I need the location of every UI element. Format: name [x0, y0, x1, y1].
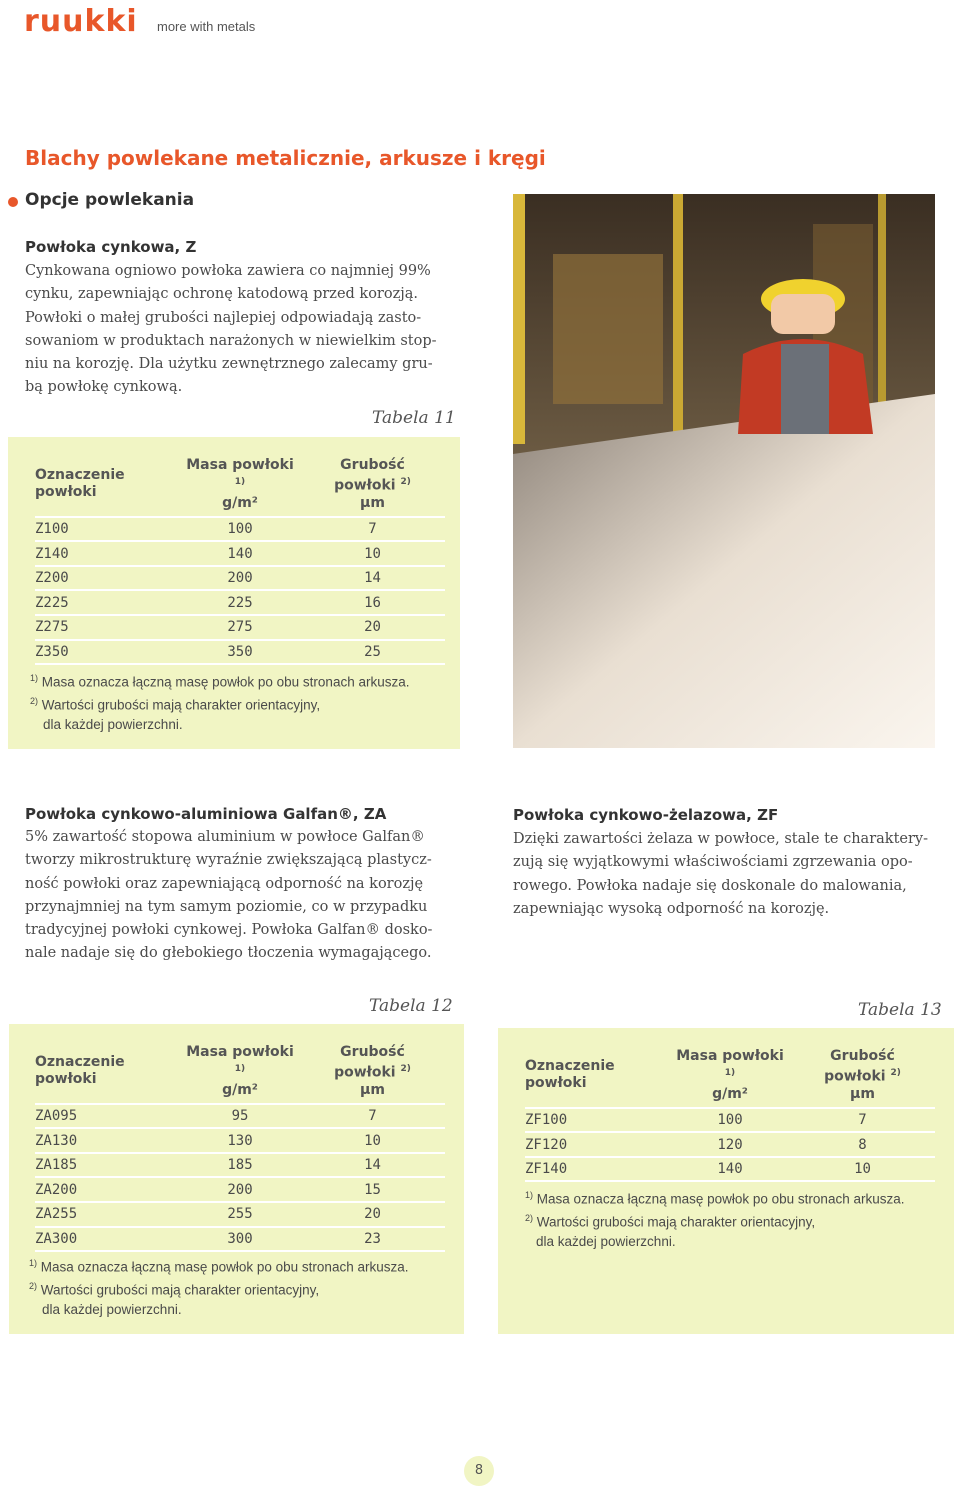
table-row [35, 615, 445, 640]
cell-designation: Z200 [35, 566, 180, 591]
table12-notes [29, 1254, 408, 1320]
table11 [35, 453, 445, 665]
table-row [35, 1202, 445, 1227]
table-row [35, 517, 445, 542]
footnote-text: Wartości grubości mają charakter orientacyjny, [40, 1282, 320, 1298]
cell-mass: 140 [670, 1157, 790, 1182]
galfan-line: nale nadaje się do głebokiego tłoczenia wymagającego. [25, 945, 432, 962]
header-unit: g/m² [712, 1085, 748, 1102]
table-row [35, 1128, 445, 1153]
header-designation [525, 1044, 670, 1108]
table11-notes [30, 669, 409, 735]
header-thickness [300, 1040, 445, 1104]
zinc-line: bą powłokę cynkową. [25, 379, 183, 396]
cell-mass: 350 [180, 640, 300, 665]
zinc-heading: Powłoka cynkowa, Z [25, 238, 197, 256]
cell-mass: 95 [180, 1104, 300, 1129]
header-thickness [300, 453, 445, 517]
footnote-mark: 2) [30, 696, 39, 706]
cell-designation: Z275 [35, 615, 180, 640]
footnote-mark: 2) [400, 1064, 411, 1074]
table13 [525, 1044, 935, 1182]
worker-steel-sheet-photo [513, 194, 935, 748]
table-header-row [35, 453, 445, 517]
header-thickness [790, 1044, 935, 1108]
cell-thickness: 7 [790, 1108, 935, 1133]
zinc-line: Cynkowana ogniowo powłoka zawiera co najmniej 99% [25, 263, 431, 279]
table12-box [9, 1024, 464, 1334]
cell-designation: ZA185 [35, 1153, 180, 1178]
footnote-mark: 1) [724, 1068, 736, 1078]
footnote-mark: 2) [400, 477, 411, 487]
footnote-text: Masa oznacza łączną masę powłok po obu stronach arkusza. [41, 674, 410, 690]
header-mass [180, 453, 300, 517]
cell-designation: ZF100 [525, 1108, 670, 1133]
header-designation [35, 453, 180, 517]
table-row [525, 1108, 935, 1133]
header-text: Masa powłoki [186, 457, 294, 473]
zf-line: zują się wyjątkowymi właściwościami zgrzewania opo- [513, 854, 913, 871]
galfan-line: przynajmniej na tym samym poziomie, co w przypadku [25, 898, 428, 915]
cell-mass: 255 [180, 1202, 300, 1227]
header-mass [670, 1044, 790, 1108]
table13-caption: Tabela 13 [858, 1000, 942, 1020]
cell-mass: 100 [670, 1108, 790, 1133]
footnote-2 [525, 1209, 904, 1232]
header-text: powłoki [334, 477, 396, 494]
cell-mass: 200 [180, 566, 300, 591]
cell-mass: 140 [180, 541, 300, 566]
footnote-mark: 2) [890, 1068, 901, 1078]
footnote-text: Masa oznacza łączną masę powłok po obu stronach arkusza. [536, 1191, 905, 1207]
galfan-line: ność powłoki oraz zapewniającą odporność na korozję [25, 875, 424, 892]
cell-mass: 300 [180, 1227, 300, 1252]
table11-box [8, 437, 460, 749]
cell-designation: ZA300 [35, 1227, 180, 1252]
cell-thickness: 7 [300, 517, 445, 542]
footnote-mark: 1) [30, 673, 39, 683]
table-row [35, 541, 445, 566]
table-row [35, 1153, 445, 1178]
cell-mass: 275 [180, 615, 300, 640]
cell-thickness: 25 [300, 640, 445, 665]
zf-paragraph [513, 828, 938, 921]
header-text: Grubość [340, 1044, 405, 1060]
table-header-row [525, 1044, 935, 1108]
page-number: 8 [464, 1456, 494, 1486]
header-text: Grubość [340, 457, 405, 473]
zf-line: Dzięki zawartości żelaza w powłoce, stale te charaktery- [513, 831, 928, 847]
table-row [525, 1132, 935, 1157]
cell-thickness: 10 [790, 1157, 935, 1182]
header-unit: µm [360, 494, 385, 511]
header-text: Masa powłoki [186, 1044, 294, 1060]
cell-thickness: 8 [790, 1132, 935, 1157]
galfan-line: tworzy mikrostrukturę wyraźnie zwiększającą plastycz- [25, 852, 432, 869]
cell-thickness: 7 [300, 1104, 445, 1129]
cell-thickness: 15 [300, 1177, 445, 1202]
ruukki-logo: ruukki [24, 4, 138, 39]
table-row [35, 590, 445, 615]
footnote-2 [29, 1277, 408, 1300]
header-text: Oznaczenie powłoki [525, 1058, 615, 1092]
footnote-mark: 1) [29, 1258, 38, 1268]
header-unit: µm [360, 1081, 385, 1098]
galfan-paragraph [25, 826, 450, 966]
zf-line: zapewniając wysoką odporność na korozję. [513, 900, 830, 917]
zinc-line: sowaniom w produktach narażonych w niewielkim stop- [25, 332, 437, 349]
cell-designation: ZA200 [35, 1177, 180, 1202]
zf-heading: Powłoka cynkowo-żelazowa, ZF [513, 806, 779, 824]
cell-designation: ZF140 [525, 1157, 670, 1182]
tagline: more with metals [157, 19, 256, 34]
cell-designation: Z225 [35, 590, 180, 615]
footnote-1 [29, 1254, 408, 1277]
footnote-mark: 1) [234, 1064, 246, 1074]
galfan-line: 5% zawartość stopowa aluminium w powłoce Galfan® [25, 829, 425, 845]
cell-thickness: 14 [300, 566, 445, 591]
footnote-1 [30, 669, 409, 692]
zinc-line: niu na korozję. Dla użytku zewnętrznego zalecamy gru- [25, 356, 433, 373]
footnote-mark: 1) [525, 1190, 534, 1200]
cell-thickness: 16 [300, 590, 445, 615]
zf-line: rowego. Powłoka nadaje się doskonale do malowania, [513, 877, 907, 894]
footnote-2 [30, 692, 409, 715]
table-row [35, 1104, 445, 1129]
footnote-text: Wartości grubości mają charakter orientacyjny, [536, 1214, 816, 1230]
table11-caption: Tabela 11 [372, 408, 456, 428]
table13-box [498, 1028, 954, 1334]
header-text: Oznaczenie powłoki [35, 1054, 125, 1088]
table-row [525, 1157, 935, 1182]
section-title: Opcje powlekania [25, 190, 195, 210]
cell-thickness: 20 [300, 1202, 445, 1227]
cell-designation: Z100 [35, 517, 180, 542]
cell-thickness: 10 [300, 1128, 445, 1153]
cell-thickness: 14 [300, 1153, 445, 1178]
header-mass [180, 1040, 300, 1104]
cell-designation: Z140 [35, 541, 180, 566]
cell-mass: 185 [180, 1153, 300, 1178]
zinc-paragraph [25, 260, 465, 400]
page-title: Blachy powlekane metalicznie, arkusze i kręgi [25, 146, 546, 170]
galfan-heading: Powłoka cynkowo-aluminiowa Galfan®, ZA [25, 805, 387, 823]
cell-mass: 225 [180, 590, 300, 615]
bullet-icon [8, 197, 18, 207]
header-text: Grubość [830, 1048, 895, 1064]
cell-designation: ZA255 [35, 1202, 180, 1227]
zinc-line: cynku, zapewniając ochronę katodową przed korozją. [25, 286, 418, 303]
header-designation [35, 1040, 180, 1104]
footnote-1 [525, 1186, 904, 1209]
zinc-line: Powłoki o małej grubości najlepiej odpowiadają zasto- [25, 309, 422, 326]
galfan-line: tradycyjnej powłoki cynkowej. Powłoka Galfan® dosko- [25, 922, 433, 939]
header-text: powłoki [334, 1064, 396, 1081]
footnote-mark: 2) [29, 1281, 38, 1291]
cell-designation: Z350 [35, 640, 180, 665]
cell-thickness: 23 [300, 1227, 445, 1252]
footnote-text: Wartości grubości mają charakter orientacyjny, [41, 697, 321, 713]
table-row [35, 566, 445, 591]
header-unit: µm [850, 1085, 875, 1102]
header-unit: g/m² [222, 494, 258, 511]
cell-mass: 130 [180, 1128, 300, 1153]
table-row [35, 1227, 445, 1252]
photo-illustration [513, 194, 935, 748]
cell-mass: 120 [670, 1132, 790, 1157]
header-text: powłoki [824, 1068, 886, 1085]
table12-caption: Tabela 12 [369, 996, 453, 1016]
cell-designation: ZA130 [35, 1128, 180, 1153]
footnote-text: Masa oznacza łączną masę powłok po obu stronach arkusza. [40, 1259, 409, 1275]
table13-notes [525, 1186, 904, 1252]
cell-designation: ZF120 [525, 1132, 670, 1157]
cell-designation: ZA095 [35, 1104, 180, 1129]
footnote-mark: 2) [525, 1213, 534, 1223]
table-header-row [35, 1040, 445, 1104]
cell-thickness: 20 [300, 615, 445, 640]
footnote-2-cont: dla każdej powierzchni. [43, 717, 183, 732]
cell-mass: 100 [180, 517, 300, 542]
cell-thickness: 10 [300, 541, 445, 566]
footnote-2-cont: dla każdej powierzchni. [536, 1234, 676, 1249]
footnote-mark: 1) [234, 477, 246, 487]
table12 [35, 1040, 445, 1252]
header-text: Oznaczenie powłoki [35, 467, 125, 501]
footnote-2-cont: dla każdej powierzchni. [42, 1302, 182, 1317]
cell-mass: 200 [180, 1177, 300, 1202]
table-row [35, 640, 445, 665]
header-unit: g/m² [222, 1081, 258, 1098]
table-row [35, 1177, 445, 1202]
header-text: Masa powłoki [676, 1048, 784, 1064]
